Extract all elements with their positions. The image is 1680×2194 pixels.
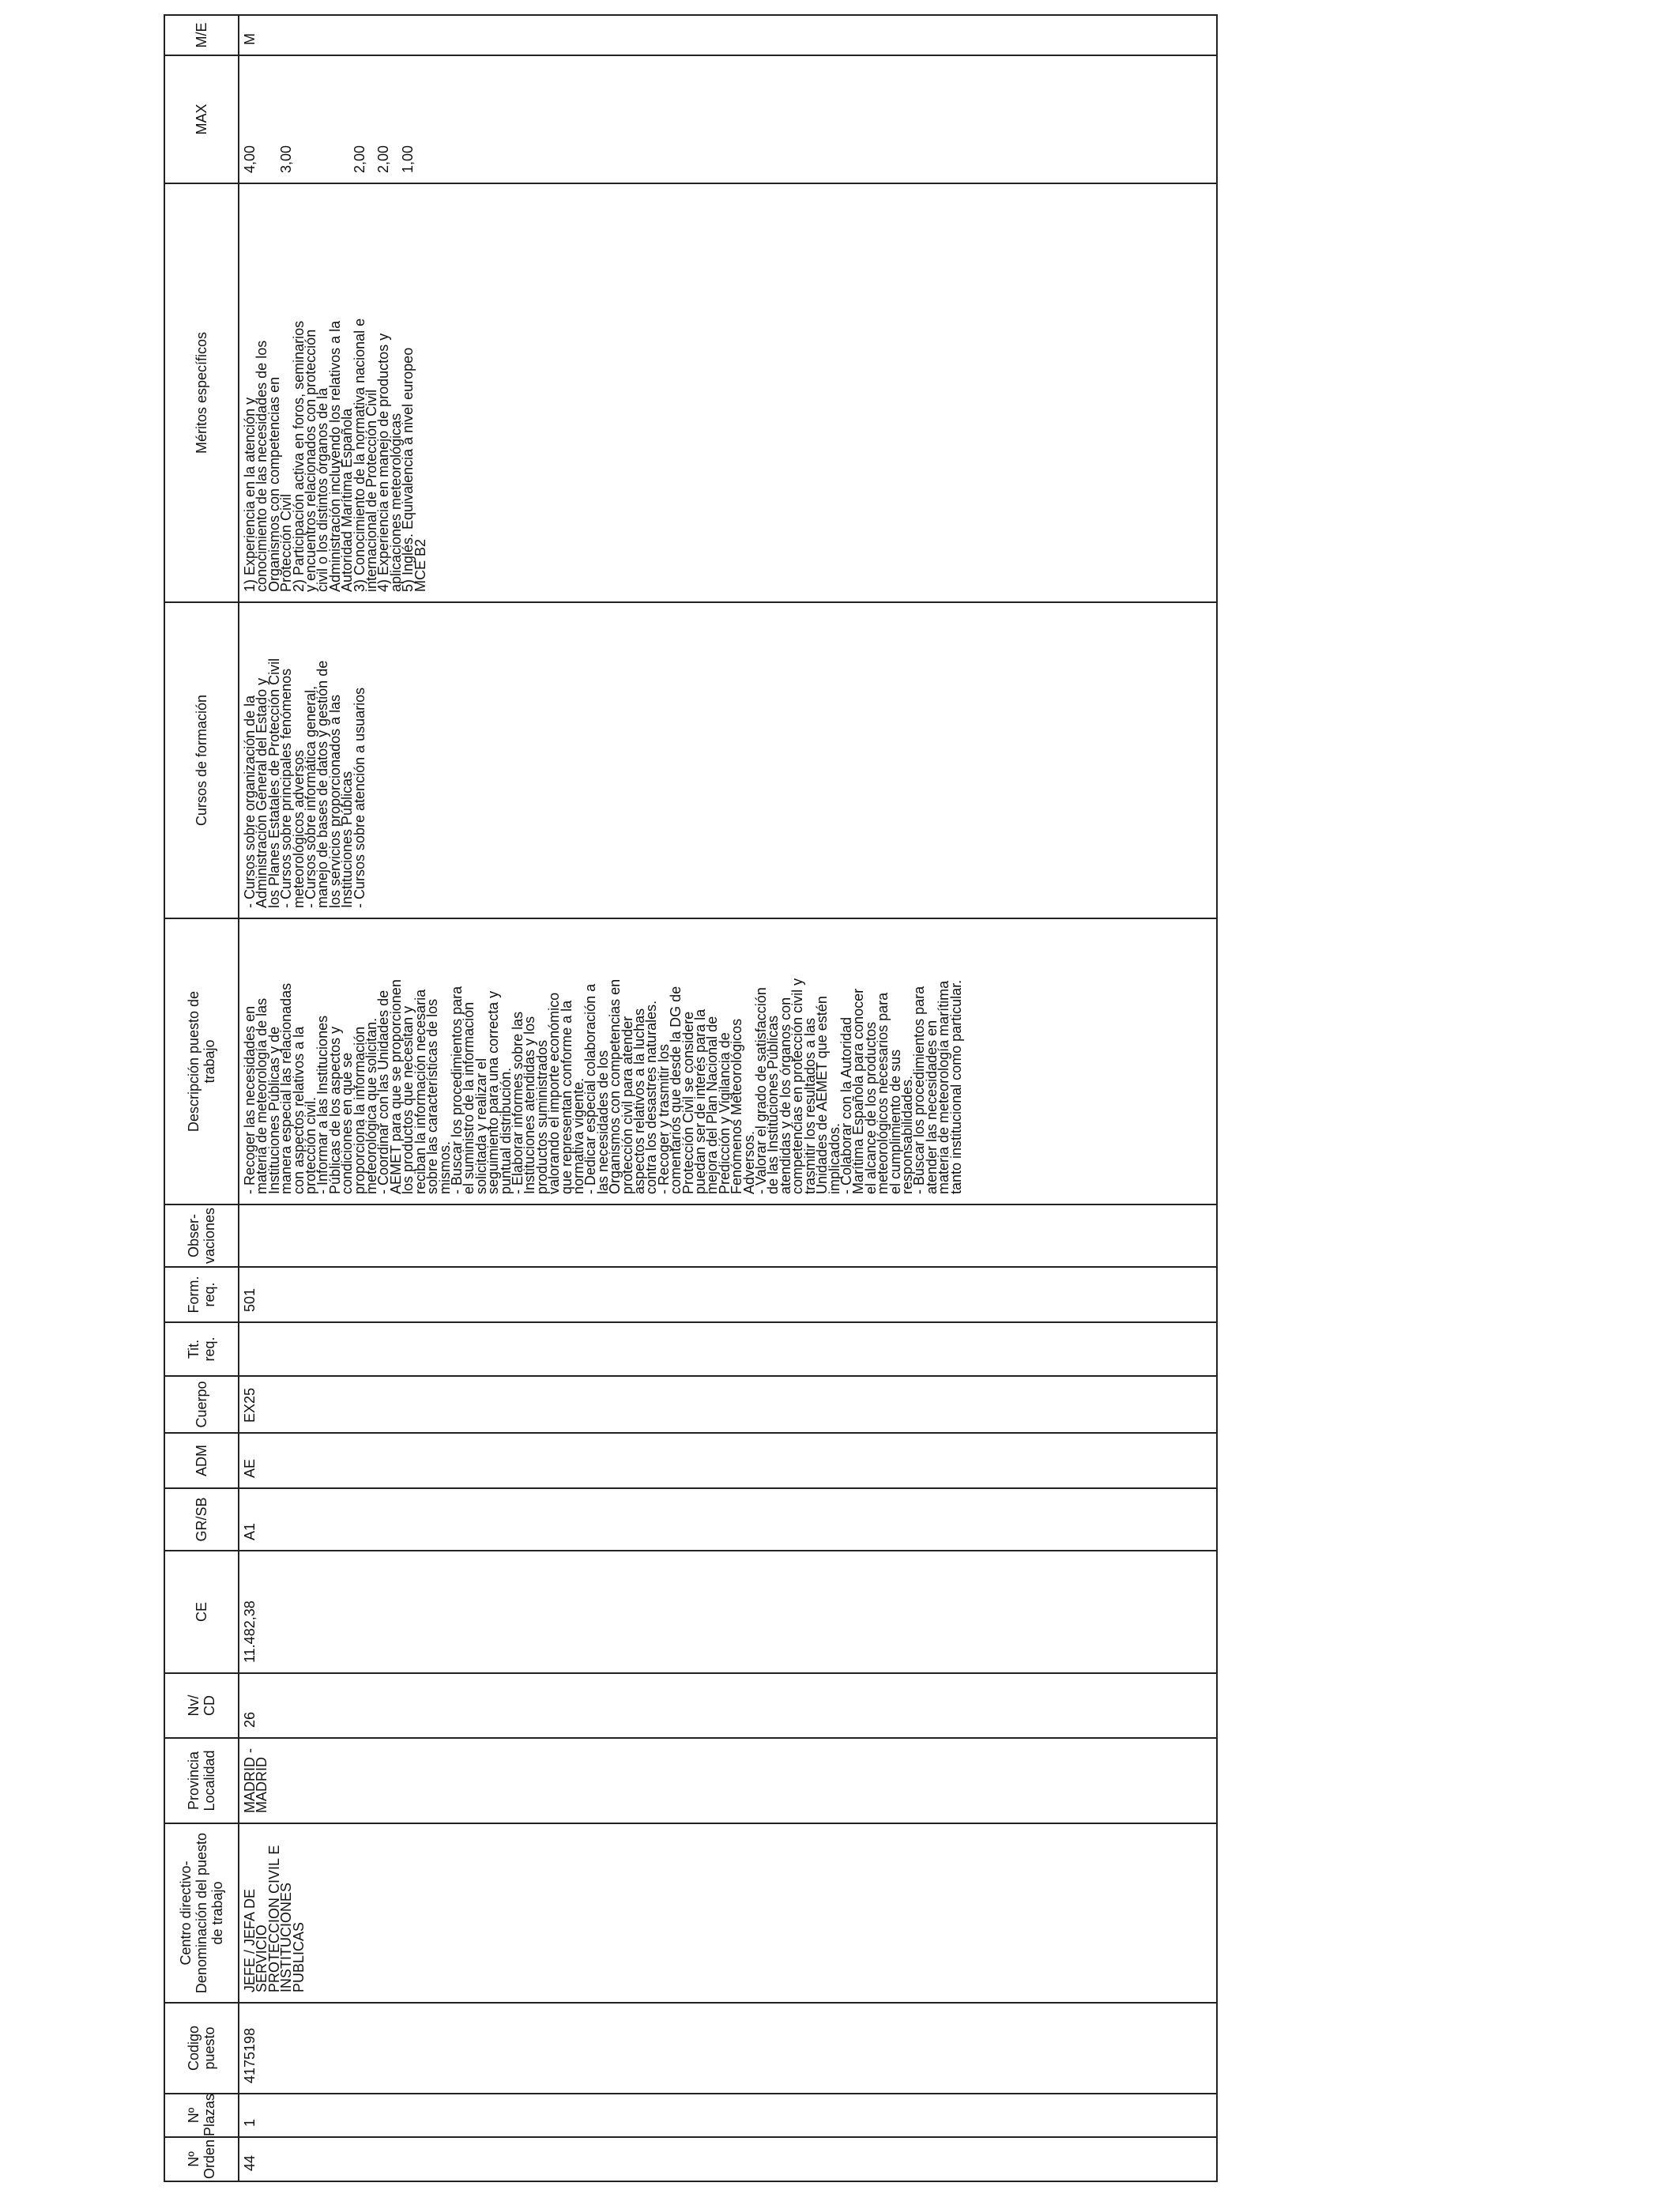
cell-cursos: - Cursos sobre organización de la Administración General del Estado y los Planes Estatales de Protección Civil - Cursos sobre principales fenómenos meteorológicos adversos - Cursos sobre informática general, manejo de bases de datos y gestión de los servicios proporcionados a las Instituciones Públicas - Cursos sobre atención a usuarios	[239, 602, 1217, 918]
cell-centro: JEFE / JEFA DE SERVICIO PROTECCION CIVIL E INSTITUCIONES PUBLICAS	[239, 1823, 1217, 2003]
header-meritos: Méritos específicos	[164, 183, 239, 602]
cell-orden: 44	[239, 2137, 1217, 2181]
cell-plazas: 1	[239, 2094, 1217, 2137]
header-nivel: Nv/ CD	[164, 1673, 239, 1738]
header-codigo: Codigo puesto	[164, 2003, 239, 2094]
cell-codigo: 4175198	[239, 2003, 1217, 2094]
header-ce: CE	[164, 1551, 239, 1673]
header-grupo: GR/SB	[164, 1488, 239, 1551]
header-me: M/E	[164, 15, 239, 55]
cell-meritos: 1) Experiencia en la atención y conocimiento de las necesidades de los Organismos con competencias en Protección Civil 2) Participación activa en foros, seminarios y encuentros relacionados con protección civil o los distintos órganos de la Administración incluyendo los relativos a la Autoridad Marítima Española 3) Conocimiento de la normativa nacional e internacional de Protección Civil 4) Experiencia en manejo de productos y aplicaciones meteorológicas 5) Inglés. Equivalencia a nivel europeo MCE B2	[239, 183, 1217, 602]
cell-titulacion	[239, 1322, 1217, 1376]
cell-observaciones	[239, 1204, 1217, 1267]
header-formacion: Form. req.	[164, 1267, 239, 1322]
cell-ce: 11.482,38	[239, 1551, 1217, 1673]
cell-provincia: MADRID - MADRID	[239, 1738, 1217, 1823]
header-cursos: Cursos de formación	[164, 602, 239, 918]
cell-grupo: A1	[239, 1488, 1217, 1551]
cell-max: 4,00 3,00 2,00 2,00 1,00	[239, 55, 1217, 183]
cell-nivel: 26	[239, 1673, 1217, 1738]
cell-descripcion: - Recoger las necesidades en materia de meteorología de las Instituciones Públicas y de manera especial las relacionadas con aspectos relativos a la protección civil. - Informar a las Instituciones Públicas de los aspectos y condiciones en que se proporciona la información meteorológica que solicitan. - Coordinar con las Unidades de AEMET para que se proporcionen los productos que necesitan y reciban la información necesaria sobre las características de los mismos. - Buscar los procedimientos para el suministro de la información solicitada y realizar el seguimiento para una correcta y puntual distribución. - Elaborar informes sobre las Instituciones atendidas y los productos suministrados valorando el importe económico que representan conforme a la normativa vigente. - Dedicar especial colaboración a las necesidades de los Organismos con competencias en protección civil para atender aspectos relativos a la luchas contra los desastres naturales. - Recoger y trasmitir los comentarios que desde la DG de Protección Civil se considere puedan ser de interés para la mejora del Plan Nacional de Predicción y Vigilancia de Fenómenos Meteorológicos Adversos. - Valorar el grado de satisfacción de las Instituciones Públicas atendidas y de los órganos con competencias en protección civil y trasmitir los resultados a las Unidades de AEMET que estén implicados. - Colaborar con la Autoridad Marítima Española para conocer el alcance de los productos meteorológicos necesarios para el cumplimiento de sus responsabilidades. - Buscar los procedimientos para atender las necesidades en materia de meteorología marítima tanto institucional como particular.	[239, 918, 1217, 1204]
header-titulacion: Tit. req.	[164, 1322, 239, 1376]
table-row	[239, 15, 1217, 2181]
header-observaciones: Obser- vaciones	[164, 1204, 239, 1267]
job-listing-page	[164, 16, 1211, 2182]
header-orden: Nº Orden	[164, 2137, 239, 2181]
table-header-row	[164, 15, 239, 2181]
cell-cuerpo: EX25	[239, 1376, 1217, 1433]
job-table	[164, 14, 1218, 2182]
cell-me: M	[239, 15, 1217, 55]
cell-formacion: 501	[239, 1267, 1217, 1322]
header-descripcion: Descripción puesto de trabajo	[164, 918, 239, 1204]
header-adm: ADM	[164, 1433, 239, 1488]
header-provincia: Provincia Localidad	[164, 1738, 239, 1823]
header-max: MAX	[164, 55, 239, 183]
header-centro: Centro directivo- Denominación del puesto de trabajo	[164, 1823, 239, 2003]
header-plazas: Nº Plazas	[164, 2094, 239, 2137]
header-cuerpo: Cuerpo	[164, 1376, 239, 1433]
cell-adm: AE	[239, 1433, 1217, 1488]
